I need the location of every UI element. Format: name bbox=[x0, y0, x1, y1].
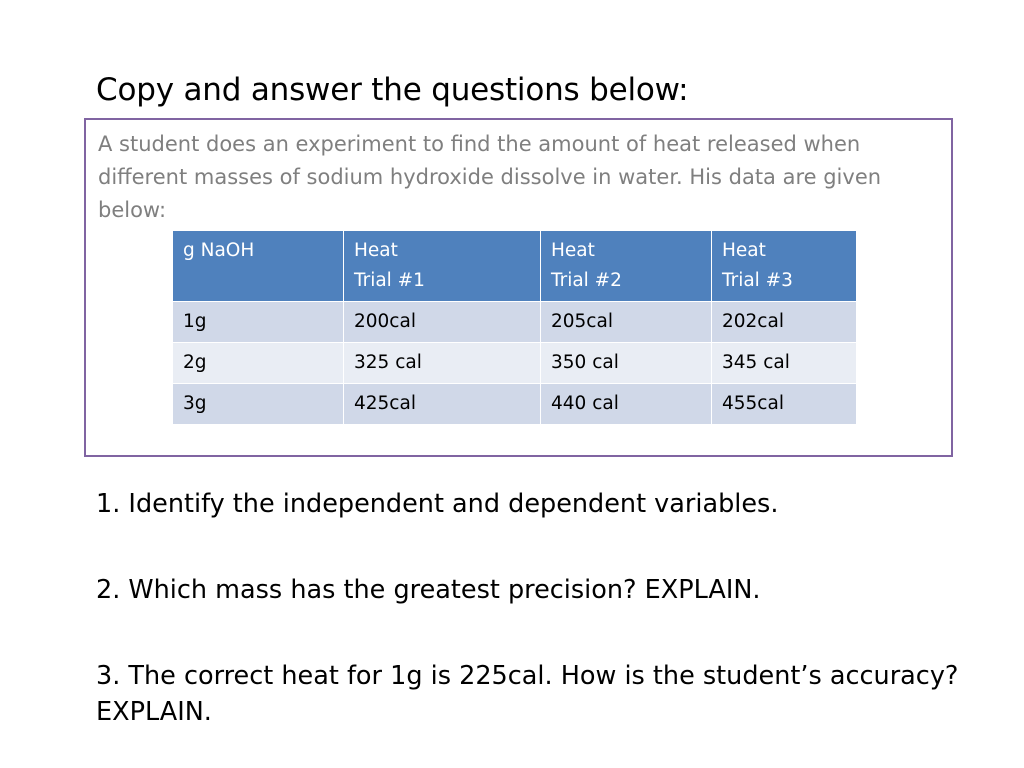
table-cell-mass: 1g bbox=[173, 302, 344, 343]
header-line: Trial #1 bbox=[354, 270, 425, 291]
question-3: 3. The correct heat for 1g is 225cal. How is the student’s accuracy? EXPLAIN. bbox=[96, 661, 959, 727]
header-heat-trial-3 bbox=[712, 231, 857, 302]
table-header-row bbox=[173, 231, 857, 302]
table-cell-trial-2: 205cal bbox=[541, 302, 712, 343]
header-heat-trial-2 bbox=[541, 231, 712, 302]
data-box bbox=[84, 118, 953, 457]
table-row bbox=[173, 302, 857, 343]
data-table bbox=[172, 230, 857, 425]
header-line: Trial #3 bbox=[722, 270, 793, 291]
table-cell-mass: 3g bbox=[173, 384, 344, 425]
table-cell-trial-3: 202cal bbox=[712, 302, 857, 343]
table-cell-trial-1: 200cal bbox=[344, 302, 541, 343]
table-cell-trial-1: 425cal bbox=[344, 384, 541, 425]
header-line: Heat bbox=[551, 240, 595, 261]
question-list bbox=[96, 486, 976, 730]
header-g-naoh bbox=[173, 231, 344, 302]
table-cell-trial-2: 350 cal bbox=[541, 343, 712, 384]
header-line: Heat bbox=[354, 240, 398, 261]
table-cell-trial-2: 440 cal bbox=[541, 384, 712, 425]
question-2: 2. Which mass has the greatest precision? EXPLAIN. bbox=[96, 575, 761, 605]
table-row bbox=[173, 343, 857, 384]
table-cell-mass: 2g bbox=[173, 343, 344, 384]
header-line: g NaOH bbox=[183, 240, 255, 261]
slide-title: Copy and answer the questions below: bbox=[96, 72, 689, 108]
table-cell-trial-3: 345 cal bbox=[712, 343, 857, 384]
header-line: Heat bbox=[722, 240, 766, 261]
header-line: Trial #2 bbox=[551, 270, 622, 291]
table-row bbox=[173, 384, 857, 425]
question-1: 1. Identify the independent and dependent variables. bbox=[96, 489, 779, 519]
table-cell-trial-1: 325 cal bbox=[344, 343, 541, 384]
header-heat-trial-1 bbox=[344, 231, 541, 302]
experiment-description: A student does an experiment to find the amount of heat released when different masses of sodium hydroxide dissolve in water. His data are given below: bbox=[98, 132, 882, 222]
table-cell-trial-3: 455cal bbox=[712, 384, 857, 425]
